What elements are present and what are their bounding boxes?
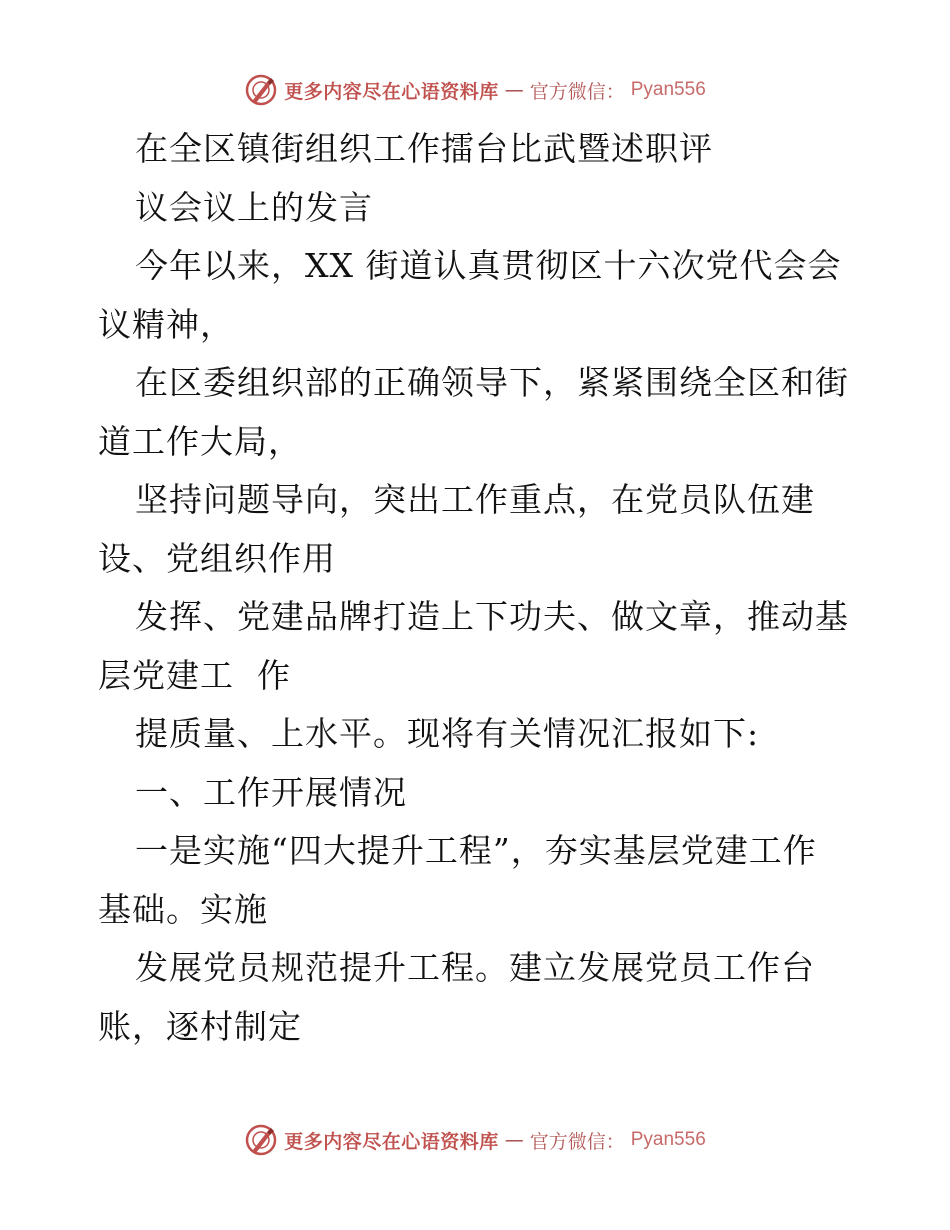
watermark-main-text: 更多内容尽在心语资料库	[284, 1130, 499, 1153]
text-line: 在全区镇街组织工作擂台比武暨述职评	[135, 129, 713, 168]
text-line: 坚持问题导向，突出工作重点，在党员队伍建	[135, 480, 815, 519]
text-line: 在区委组织部的正确领导下，紧紧围绕全区和街	[135, 363, 849, 402]
text-line: 提质量、上水平。现将有关情况汇报如下:	[135, 714, 760, 753]
watermark-wechat-id: Pyan556	[630, 1129, 706, 1150]
watermark-wechat-id: Pyan556	[630, 79, 706, 100]
text-line: 设、党组织作用	[98, 538, 336, 578]
text-line: 今年以来，XX 街道认真贯彻区十六次党代会会	[135, 246, 842, 285]
text-line: 发展党员规范提升工程。建立发展党员工作台	[135, 948, 815, 987]
text-line: 发挥、党建品牌打造上下功夫、做文章，推动基	[135, 597, 849, 636]
section-heading: 一、工作开展情况	[135, 772, 407, 812]
watermark-footer	[0, 1120, 950, 1160]
text-line: 基础。实施	[98, 889, 268, 929]
text-line: 账，逐村制定	[98, 1006, 302, 1046]
text-line: 议会议上的发言	[135, 187, 373, 227]
brand-logo-icon	[244, 73, 278, 107]
text-line: 层党建工 作	[98, 655, 291, 695]
brand-logo-icon	[244, 1123, 278, 1157]
watermark-wechat-label: 官方微信：	[529, 1130, 625, 1153]
watermark-main-text: 更多内容尽在心语资料库	[284, 80, 499, 103]
text-line: 议精神，	[98, 304, 234, 344]
text-line: 一是实施“四大提升工程”，夯实基层党建工作	[135, 831, 817, 870]
watermark-dash: —	[504, 1129, 524, 1151]
document-body	[98, 120, 858, 1056]
watermark-header	[0, 70, 950, 110]
watermark-dash: —	[504, 79, 524, 101]
watermark-wechat-label: 官方微信：	[529, 80, 625, 103]
text-line: 道工作大局，	[98, 421, 302, 461]
